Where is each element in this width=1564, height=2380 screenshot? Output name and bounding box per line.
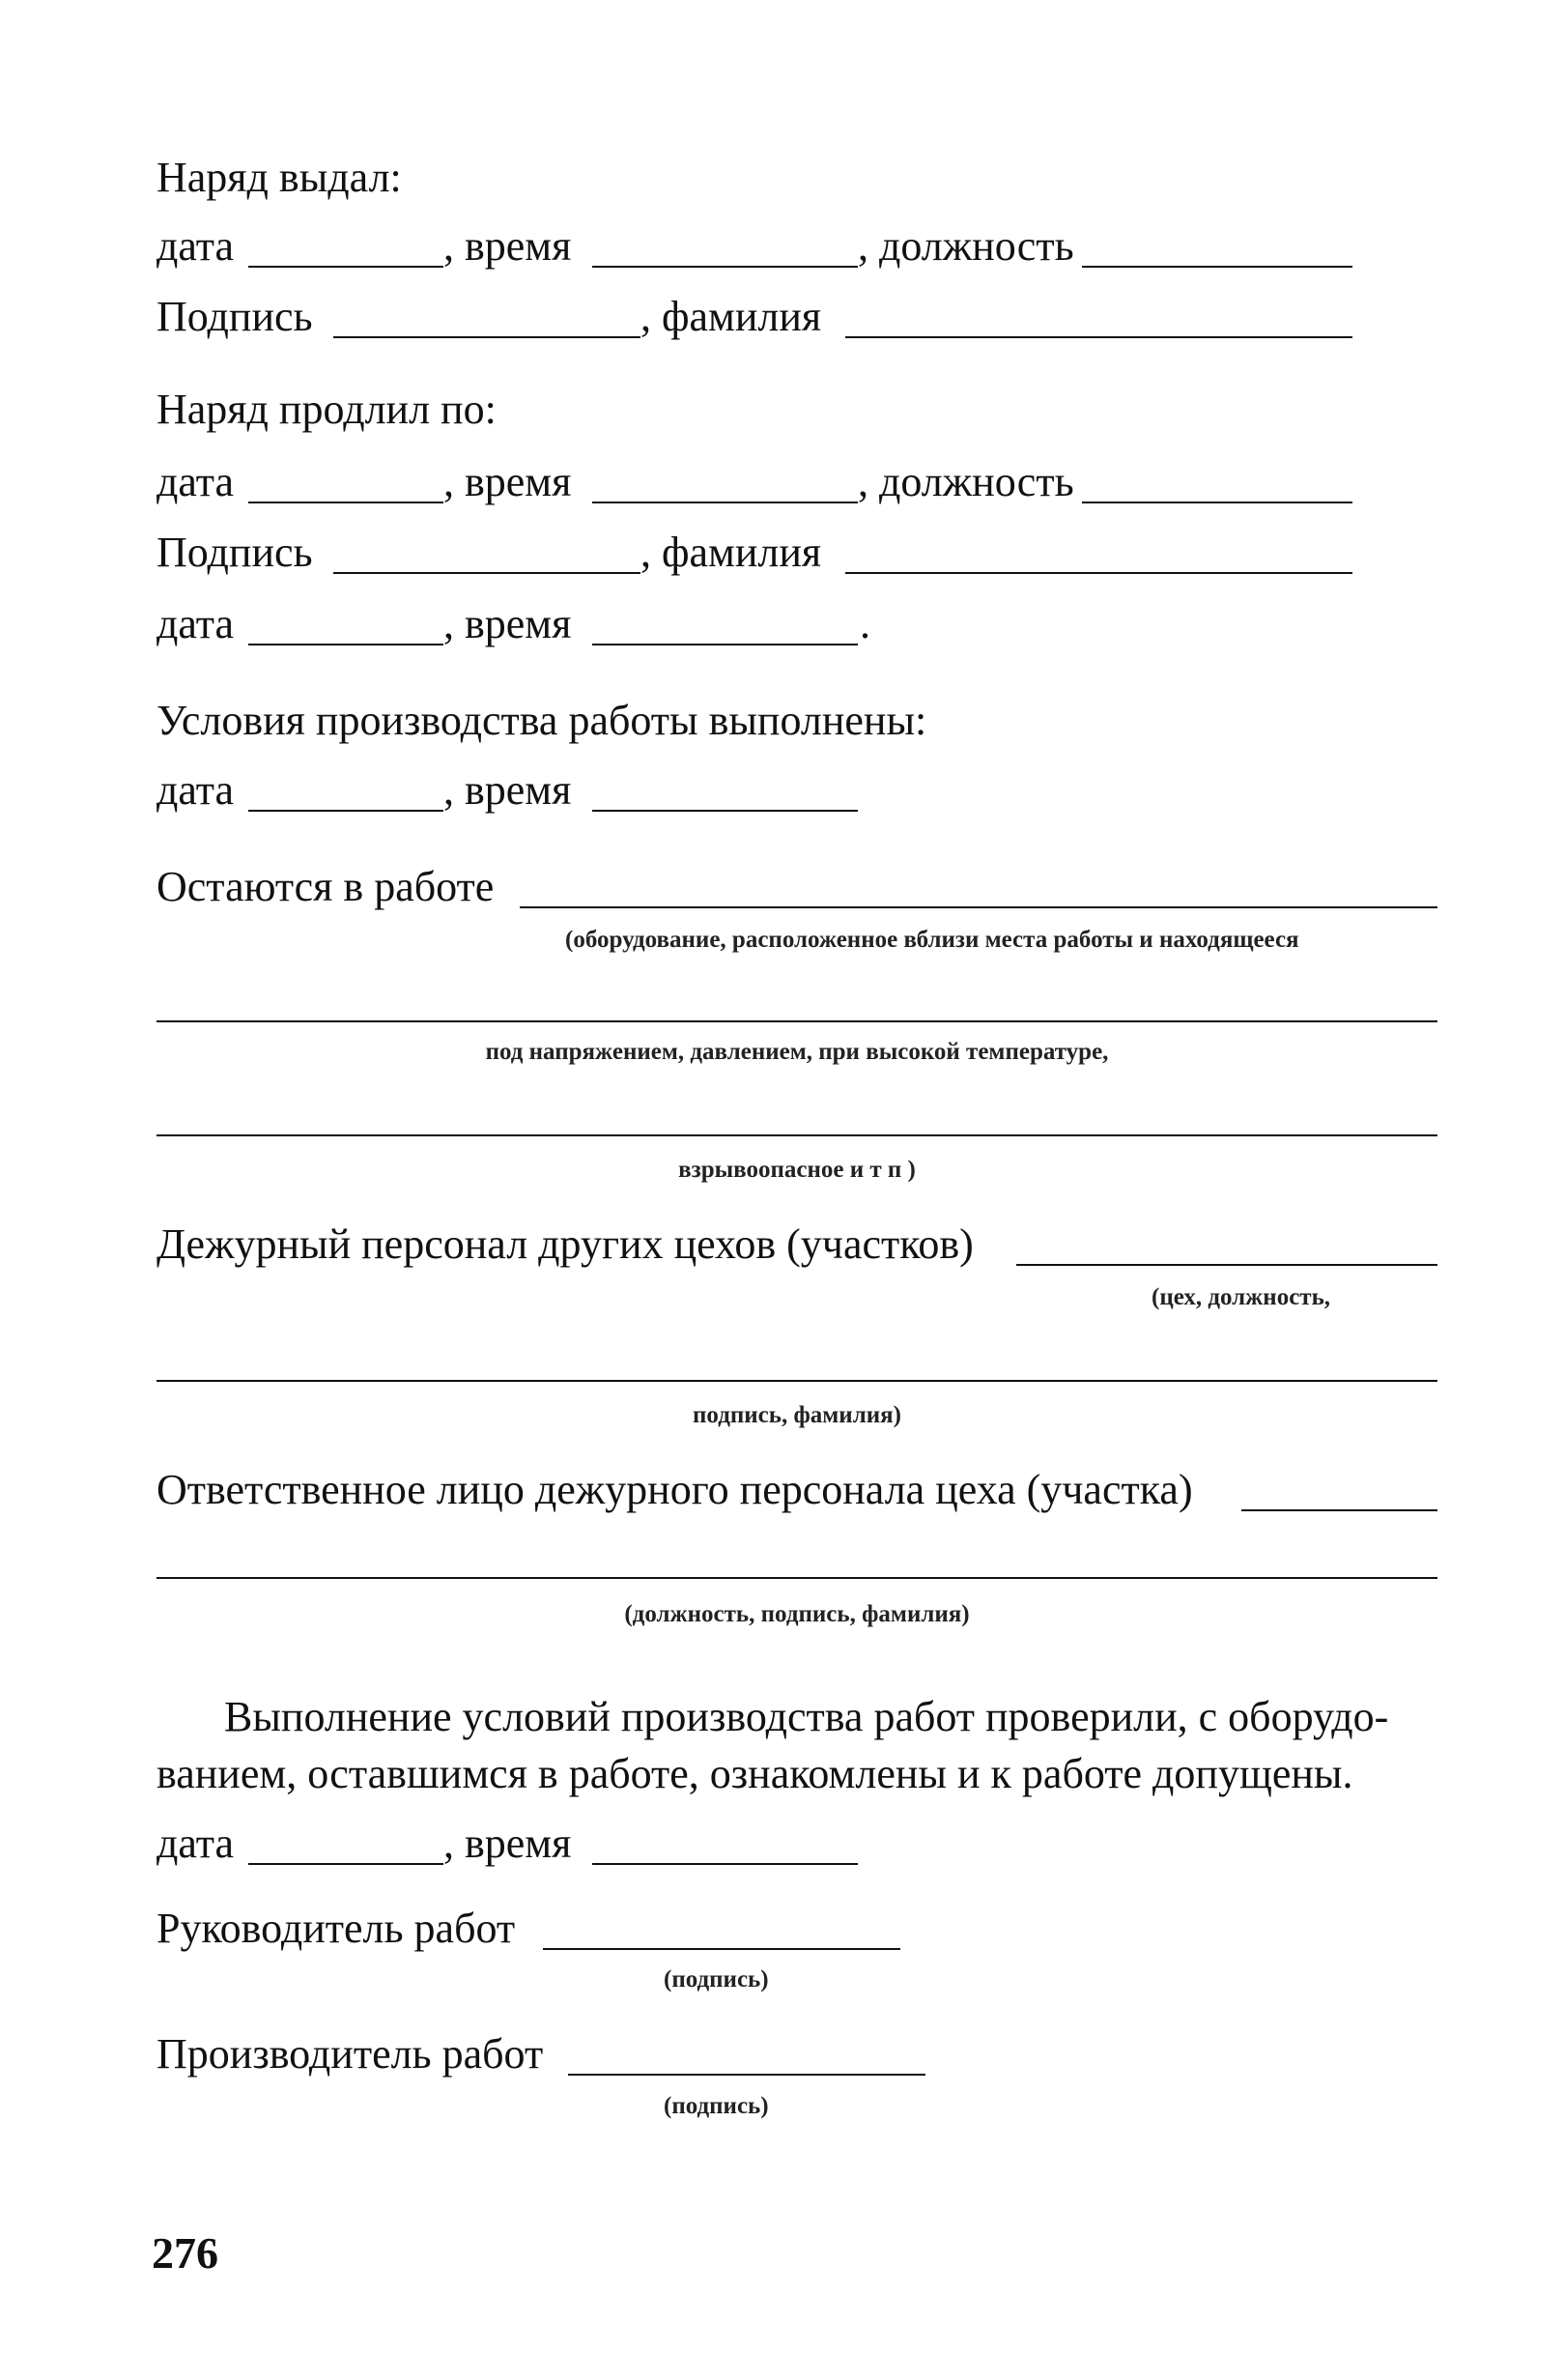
issued-heading: Наряд выдал:: [156, 154, 402, 201]
extended-date2-blank[interactable]: [248, 644, 443, 645]
remaining-caption-1: (оборудование, расположенное вблизи места работы и находящееся: [565, 927, 1299, 953]
verification-paragraph-line-1: Выполнение условий производства работ проверили, с оборудо-: [224, 1693, 1389, 1740]
work-manager-blank[interactable]: [543, 1948, 900, 1950]
work-manager-caption: (подпись): [664, 1966, 769, 1993]
remaining-blank-3[interactable]: [156, 1134, 1437, 1136]
extended-time2-label: , время: [443, 600, 572, 647]
verification-date-blank[interactable]: [248, 1863, 443, 1865]
duty-staff-caption-2: подпись, фамилия): [693, 1402, 901, 1428]
work-performer-caption: (подпись): [664, 2093, 769, 2119]
issued-position-label: , должность: [858, 222, 1074, 270]
verification-time-blank[interactable]: [592, 1863, 858, 1865]
issued-time-blank[interactable]: [592, 266, 858, 268]
work-performer-blank[interactable]: [568, 2074, 925, 2076]
extended-date2-label: дата: [156, 600, 235, 647]
remaining-blank-1[interactable]: [520, 906, 1437, 908]
conditions-date-label: дата: [156, 766, 235, 814]
responsible-blank-2[interactable]: [156, 1577, 1437, 1579]
work-manager-label: Руководитель работ: [156, 1905, 516, 1952]
issued-date-blank[interactable]: [248, 266, 443, 268]
extended-date-blank[interactable]: [248, 502, 443, 503]
extended-surname-label: , фамилия: [640, 529, 822, 576]
issued-time-label: , время: [443, 222, 572, 270]
work-performer-label: Производитель работ: [156, 2030, 544, 2078]
extended-time-label: , время: [443, 458, 572, 505]
issued-surname-label: , фамилия: [640, 293, 822, 340]
responsible-blank-1[interactable]: [1241, 1509, 1437, 1511]
duty-staff-blank-1[interactable]: [1016, 1264, 1437, 1266]
verification-paragraph-line-2: ванием, оставшимся в работе, ознакомлены и к работе допущены.: [156, 1750, 1353, 1797]
extended-time-blank[interactable]: [592, 502, 858, 503]
extended-signature-label: Подпись: [156, 529, 313, 576]
verification-date-label: дата: [156, 1820, 235, 1867]
issued-signature-label: Подпись: [156, 293, 313, 340]
extended-surname-blank[interactable]: [845, 572, 1352, 574]
duty-staff-blank-2[interactable]: [156, 1380, 1437, 1382]
issued-position-blank[interactable]: [1082, 266, 1352, 268]
extended-signature-blank[interactable]: [333, 572, 640, 574]
remaining-caption-2: под напряжением, давлением, при высокой температуре,: [485, 1039, 1109, 1065]
issued-surname-blank[interactable]: [845, 336, 1352, 338]
verification-time-label: , время: [443, 1820, 572, 1867]
issued-date-label: дата: [156, 222, 235, 270]
responsible-caption: (должность, подпись, фамилия): [624, 1601, 970, 1627]
extended-position-label: , должность: [858, 458, 1074, 505]
extended-time2-blank[interactable]: [592, 644, 858, 645]
duty-staff-caption-1: (цех, должность,: [1152, 1284, 1331, 1310]
issued-signature-blank[interactable]: [333, 336, 640, 338]
conditions-heading: Условия производства работы выполнены:: [156, 697, 927, 744]
extended-heading: Наряд продлил по:: [156, 386, 497, 433]
duty-staff-label: Дежурный персонал других цехов (участков): [156, 1220, 974, 1268]
extended-date-label: дата: [156, 458, 235, 505]
extended-end-period: .: [860, 600, 870, 647]
conditions-time-blank[interactable]: [592, 810, 858, 812]
remaining-blank-2[interactable]: [156, 1020, 1437, 1022]
remaining-label: Остаются в работе: [156, 863, 495, 910]
responsible-label: Ответственное лицо дежурного персонала цеха (участка): [156, 1466, 1193, 1513]
extended-position-blank[interactable]: [1082, 502, 1352, 503]
conditions-date-blank[interactable]: [248, 810, 443, 812]
page-number: 276: [152, 2228, 218, 2278]
conditions-time-label: , время: [443, 766, 572, 814]
remaining-caption-3: взрывоопасное и т п ): [678, 1157, 916, 1183]
